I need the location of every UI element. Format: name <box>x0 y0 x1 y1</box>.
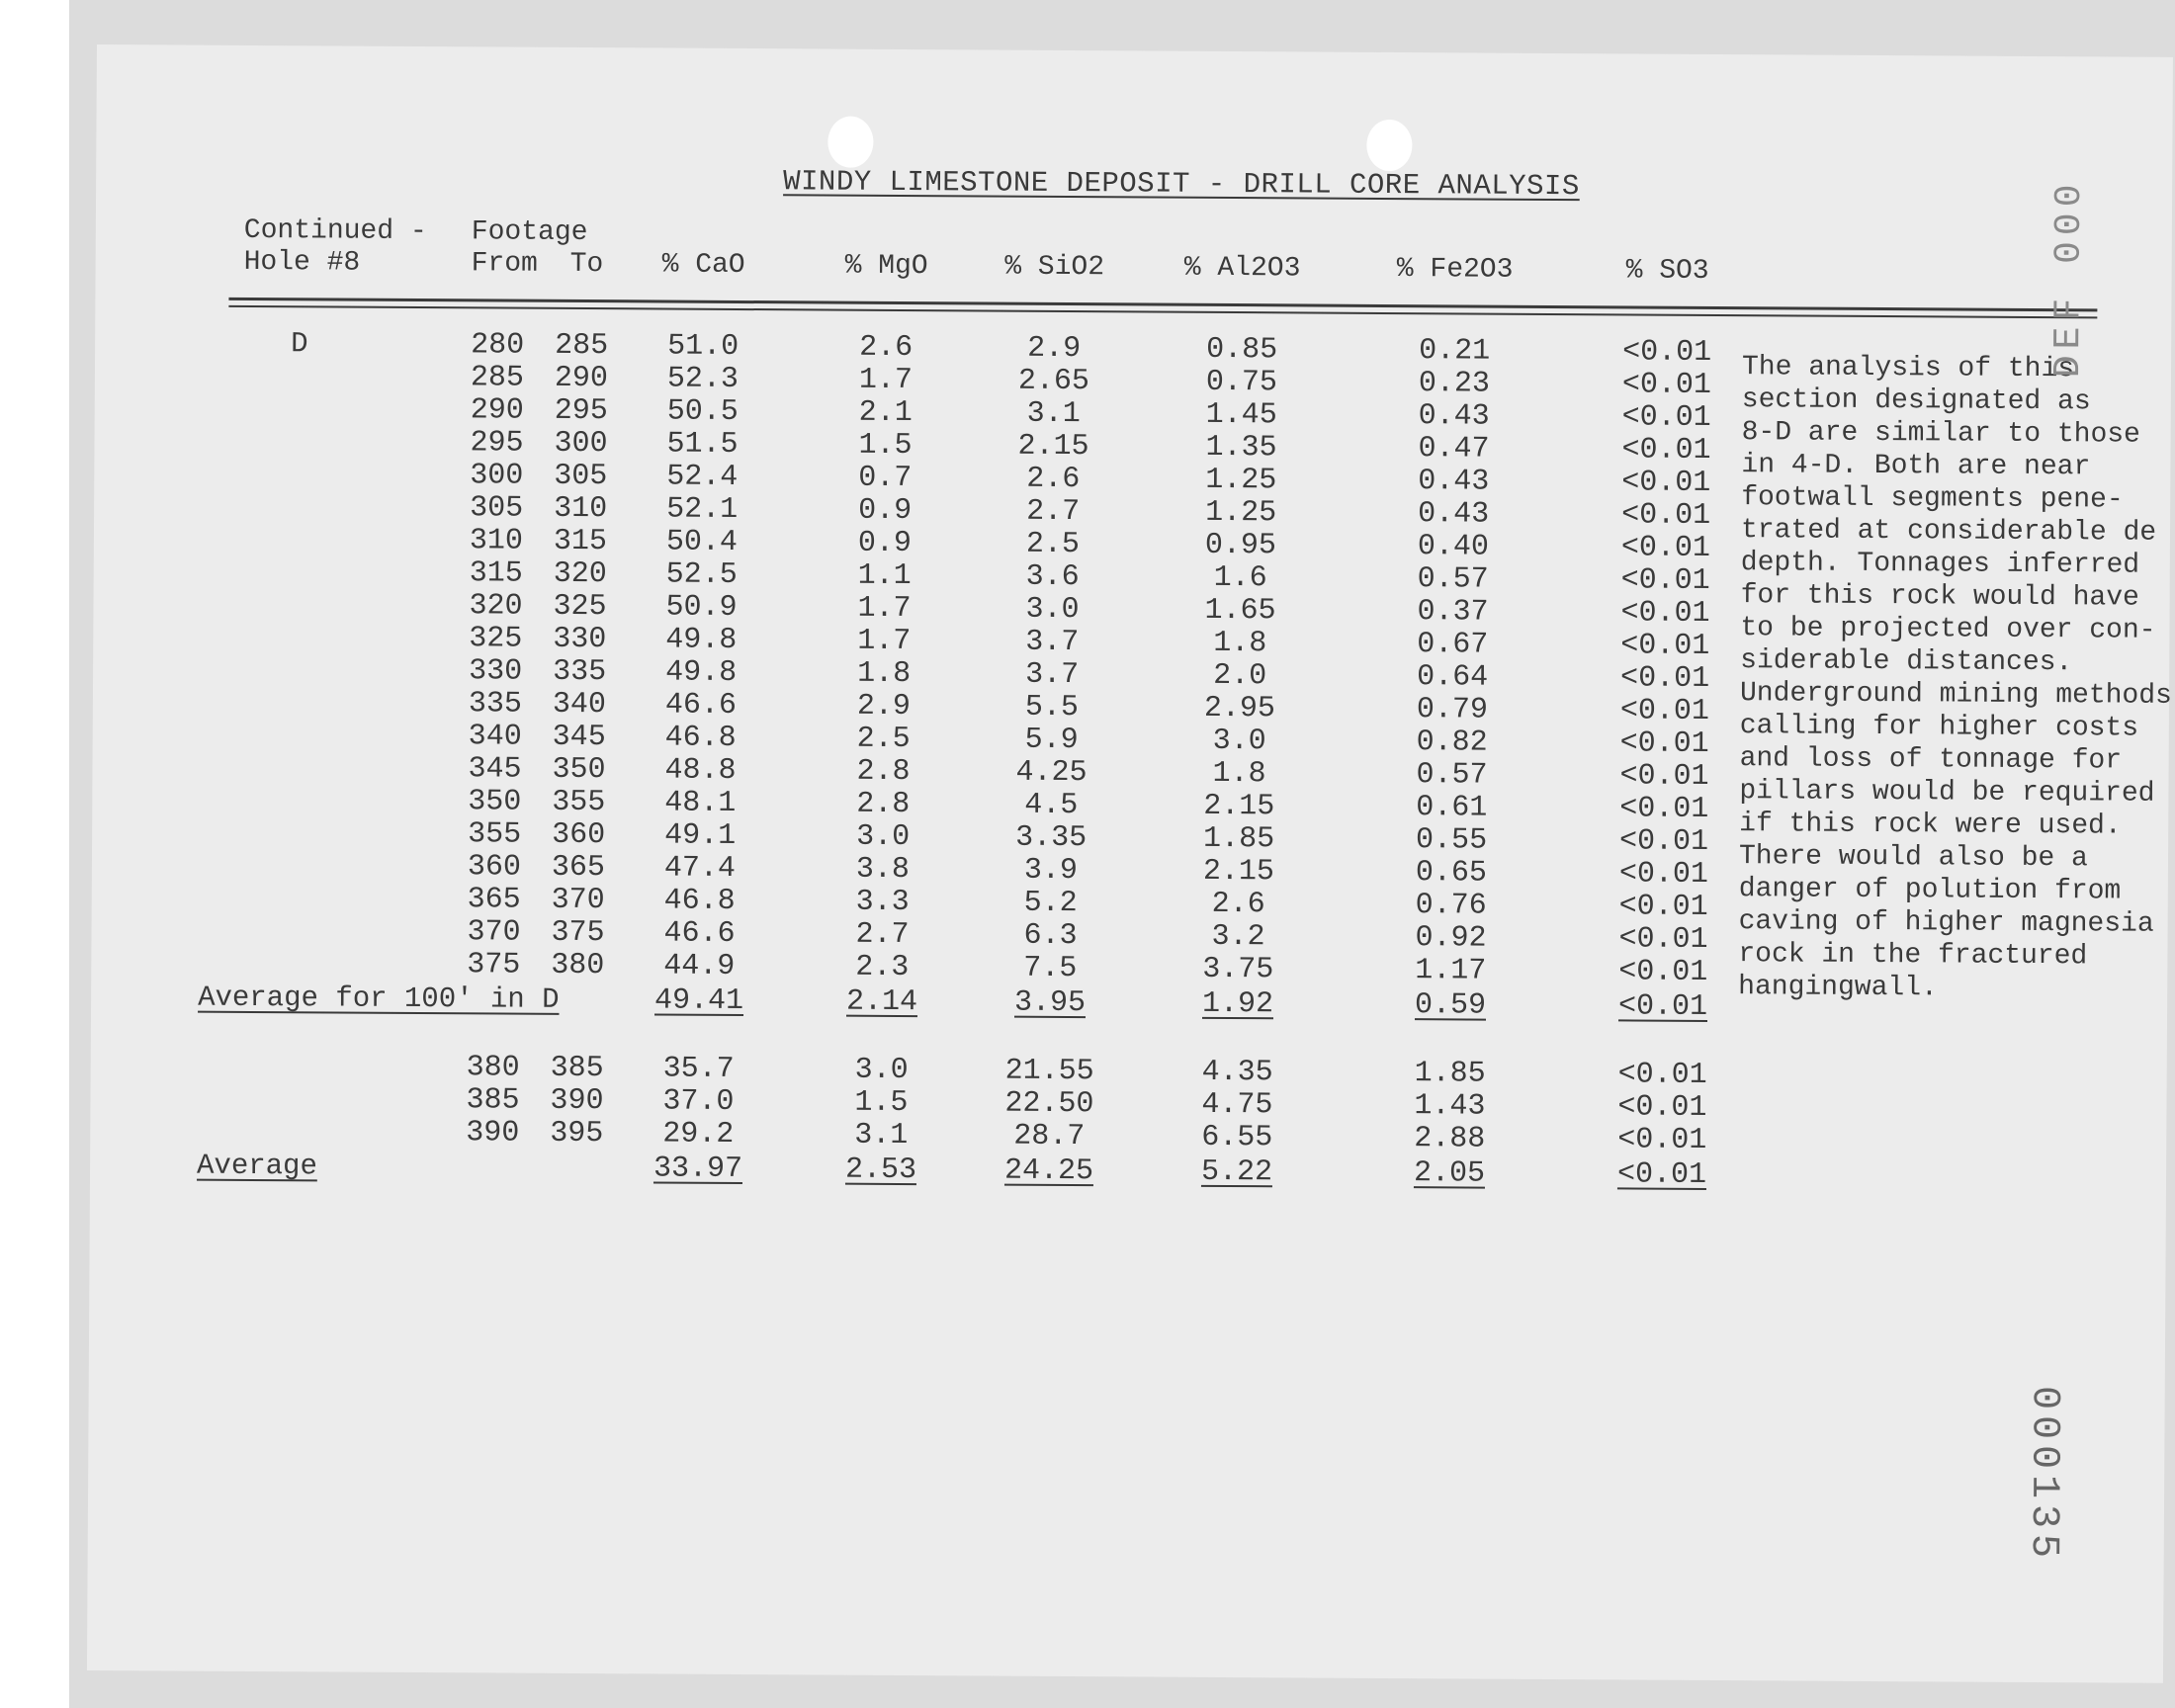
cell-so3: <0.01 <box>1621 368 1712 402</box>
cell-to: 360 <box>552 817 606 853</box>
note-line: rock in the fractured <box>1738 939 2088 973</box>
cell-al2o3: 2.95 <box>1203 691 1276 726</box>
cell-so3: <0.01 <box>1617 1123 1707 1157</box>
note-line: section designated as <box>1741 384 2091 418</box>
cell-sio2: 21.55 <box>1004 1054 1094 1089</box>
cell-fe2o3: 0.37 <box>1417 595 1489 630</box>
cell-al2o3: 2.6 <box>1211 887 1265 922</box>
cell-from: 380 <box>466 1051 520 1085</box>
cell-to: 330 <box>553 622 607 657</box>
cell-sio2: 3.7 <box>1025 625 1080 660</box>
cell-fe2o3: 0.67 <box>1417 628 1489 662</box>
header-fe2o3: % Fe2O3 <box>1396 254 1514 286</box>
cell-cao: 50.5 <box>666 394 739 429</box>
cell-from: 335 <box>468 687 523 722</box>
cell-from: 310 <box>469 524 524 558</box>
cell-cao: 52.4 <box>666 460 739 494</box>
section-label: D <box>291 327 308 361</box>
cell-so3: <0.01 <box>1618 857 1709 892</box>
cell-fe2o3: 0.61 <box>1416 791 1488 825</box>
cell-cao: 52.3 <box>666 362 740 396</box>
cell-sio2: 2.7 <box>1026 494 1081 530</box>
cell-to: 375 <box>551 915 605 951</box>
cell-from: 295 <box>470 426 524 461</box>
cell-to: 345 <box>552 720 606 755</box>
cell-fe2o3: 0.55 <box>1415 823 1488 858</box>
cell-to: 350 <box>552 752 606 788</box>
cell-al2o3: 1.65 <box>1204 593 1276 629</box>
cell-sio2: 22.50 <box>1004 1086 1094 1122</box>
cell-mgo: 1.5 <box>854 1085 909 1121</box>
cell-mgo: 1.8 <box>857 656 912 692</box>
cell-al2o3: 2.0 <box>1213 658 1267 694</box>
header-so3: % SO3 <box>1625 255 1709 287</box>
cell-sio2: 5.2 <box>1023 886 1078 921</box>
header-footage: Footage <box>471 216 588 249</box>
document-sheet <box>87 44 2173 1683</box>
cell-cao: 52.1 <box>666 492 739 527</box>
cell-so3: <0.01 <box>1619 759 1709 794</box>
note-line: 8-D are similar to those <box>1741 417 2140 451</box>
cell-to: 295 <box>554 393 608 429</box>
cell-cao: 52.5 <box>665 557 738 592</box>
cell-to: 290 <box>554 361 609 396</box>
cell-al2o3: 0.95 <box>1204 528 1277 563</box>
cell-mgo: 2.7 <box>855 917 910 953</box>
header-hole: Hole #8 <box>243 246 361 279</box>
cell-from: 325 <box>469 622 523 656</box>
note-line: There would also be a <box>1738 841 2088 875</box>
cell-al2o3: 1.25 <box>1205 495 1277 531</box>
average-mgo: 2.53 <box>844 1153 917 1188</box>
cell-so3: <0.01 <box>1617 1058 1707 1092</box>
cell-fe2o3: 0.43 <box>1418 465 1490 499</box>
cell-mgo: 3.1 <box>854 1118 909 1153</box>
cell-cao: 46.8 <box>664 721 737 755</box>
cell-mgo: 3.8 <box>855 852 911 888</box>
header-to: To <box>569 248 604 281</box>
cell-so3: <0.01 <box>1621 466 1711 500</box>
cell-from: 305 <box>470 491 524 526</box>
cell-al2o3: 4.35 <box>1201 1055 1273 1090</box>
cell-from: 330 <box>469 654 523 689</box>
cell-from: 340 <box>468 720 522 754</box>
cell-from: 355 <box>468 817 522 852</box>
cell-al2o3: 3.0 <box>1212 724 1266 759</box>
cell-sio2: 3.0 <box>1025 592 1080 628</box>
cell-fe2o3: 0.47 <box>1418 432 1490 467</box>
cell-fe2o3: 0.43 <box>1418 497 1490 532</box>
cell-mgo: 3.0 <box>854 1053 909 1088</box>
cell-so3: <0.01 <box>1619 661 1710 696</box>
cell-sio2: 3.6 <box>1025 559 1080 595</box>
cell-so3: <0.01 <box>1620 596 1710 631</box>
note-line: Underground mining methods <box>1739 678 2172 712</box>
cell-sio2: 4.25 <box>1015 755 1088 791</box>
cell-mgo: 2.5 <box>856 722 911 757</box>
scan-margin <box>0 0 69 1708</box>
cell-to: 310 <box>554 491 608 527</box>
cell-to: 305 <box>554 459 608 494</box>
average-al2o3: 1.92 <box>1201 986 1274 1022</box>
cell-to: 300 <box>554 426 608 462</box>
analysis-note <box>1738 351 2175 1006</box>
cell-sio2: 3.7 <box>1025 657 1080 693</box>
average-fe2o3: 2.05 <box>1413 1156 1486 1191</box>
cell-so3: <0.01 <box>1621 433 1711 468</box>
cell-al2o3: 1.35 <box>1205 430 1277 466</box>
cell-sio2: 2.9 <box>1027 331 1082 367</box>
cell-so3: <0.01 <box>1620 563 1710 598</box>
cell-from: 350 <box>468 785 522 819</box>
cell-to: 370 <box>551 883 605 918</box>
cell-cao: 46.8 <box>663 884 736 918</box>
cell-so3: <0.01 <box>1622 335 1712 370</box>
cell-fe2o3: 0.79 <box>1416 693 1489 727</box>
average-so3: <0.01 <box>1616 1157 1707 1192</box>
note-line: for this rock would have <box>1740 580 2139 614</box>
cell-cao: 48.8 <box>664 753 737 788</box>
cell-cao: 50.4 <box>665 525 739 559</box>
note-line: if this rock were used. <box>1739 809 2122 842</box>
cell-al2o3: 3.75 <box>1202 952 1274 987</box>
cell-so3: <0.01 <box>1621 498 1711 533</box>
cell-al2o3: 6.55 <box>1201 1120 1273 1155</box>
cell-cao: 29.2 <box>662 1117 735 1152</box>
note-line: depth. Tonnages inferred <box>1740 548 2140 581</box>
cell-cao: 47.4 <box>663 851 737 886</box>
cell-al2o3: 1.6 <box>1213 560 1267 596</box>
cell-fe2o3: 1.17 <box>1415 954 1487 988</box>
cell-fe2o3: 0.21 <box>1419 334 1491 369</box>
archive-stamp: DEF 000 <box>2046 178 2092 379</box>
cell-to: 390 <box>550 1083 604 1119</box>
note-line: The analysis of this <box>1741 352 2075 385</box>
cell-fe2o3: 0.23 <box>1418 367 1491 401</box>
cell-sio2: 28.7 <box>1013 1119 1086 1154</box>
cell-cao: 49.1 <box>664 818 737 853</box>
cell-sio2: 4.5 <box>1024 788 1079 823</box>
cell-mgo: 0.9 <box>857 526 913 561</box>
note-line: footwall segments pene- <box>1741 482 2124 516</box>
cell-al2o3: 2.15 <box>1202 854 1275 890</box>
header-cao: % CaO <box>661 249 745 282</box>
cell-from: 300 <box>470 459 524 493</box>
cell-mgo: 1.7 <box>857 591 912 627</box>
cell-mgo: 2.1 <box>858 395 913 431</box>
cell-fe2o3: 0.92 <box>1415 921 1487 956</box>
cell-so3: <0.01 <box>1620 531 1711 565</box>
average-sio2: 24.25 <box>1003 1153 1094 1189</box>
cell-al2o3: 1.25 <box>1205 463 1277 498</box>
cell-mgo: 2.3 <box>855 950 910 985</box>
cell-al2o3: 0.75 <box>1205 365 1278 400</box>
cell-sio2: 5.9 <box>1024 723 1079 758</box>
average-sio2: 3.95 <box>1013 985 1087 1021</box>
cell-fe2o3: 0.82 <box>1416 726 1488 760</box>
cell-from: 360 <box>467 850 522 885</box>
header-rule <box>228 298 2097 312</box>
cell-mgo: 1.7 <box>857 624 912 659</box>
cell-sio2: 2.65 <box>1017 364 1090 399</box>
cell-sio2: 2.6 <box>1026 462 1081 497</box>
cell-al2o3: 1.8 <box>1212 756 1266 792</box>
cell-fe2o3: 1.43 <box>1414 1089 1486 1124</box>
cell-fe2o3: 0.57 <box>1416 758 1488 793</box>
cell-al2o3: 1.45 <box>1205 397 1277 433</box>
cell-from: 375 <box>467 948 521 982</box>
cell-so3: <0.01 <box>1617 1090 1707 1125</box>
cell-cao: 49.8 <box>665 623 738 657</box>
cell-to: 285 <box>555 328 609 364</box>
cell-so3: <0.01 <box>1621 400 1711 435</box>
cell-sio2: 6.3 <box>1023 918 1078 954</box>
page-number: 000135 <box>2020 1385 2066 1565</box>
cell-to: 320 <box>553 556 607 592</box>
note-line: caving of higher magnesia <box>1738 906 2154 940</box>
header-continued: Continued - <box>243 214 427 248</box>
cell-sio2: 5.5 <box>1024 690 1080 726</box>
cell-from: 315 <box>469 556 523 591</box>
cell-from: 390 <box>466 1116 520 1151</box>
cell-cao: 49.8 <box>665 655 738 690</box>
cell-from: 385 <box>466 1083 520 1118</box>
header-sio2: % SiO2 <box>1004 251 1105 284</box>
punch-hole <box>827 117 873 168</box>
cell-mgo: 0.9 <box>858 493 913 529</box>
note-line: siderable distances. <box>1740 645 2073 679</box>
note-line: pillars would be required <box>1739 776 2155 810</box>
cell-so3: <0.01 <box>1618 955 1708 989</box>
cell-fe2o3: 1.85 <box>1414 1057 1486 1091</box>
cell-fe2o3: 0.65 <box>1415 856 1488 891</box>
note-line: calling for higher costs <box>1739 711 2139 744</box>
cell-cao: 37.0 <box>662 1084 735 1119</box>
cell-cao: 51.0 <box>667 329 740 364</box>
note-line: to be projected over con- <box>1740 613 2156 646</box>
cell-mgo: 1.1 <box>857 558 912 594</box>
cell-sio2: 3.35 <box>1015 820 1088 856</box>
cell-so3: <0.01 <box>1619 726 1709 761</box>
note-line: trated at considerable de <box>1740 515 2157 549</box>
cell-mgo: 2.8 <box>856 787 911 822</box>
cell-from: 365 <box>467 883 521 917</box>
cell-sio2: 2.5 <box>1025 527 1081 562</box>
average-label: Average <box>196 1149 318 1183</box>
cell-mgo: 0.7 <box>858 461 913 496</box>
cell-mgo: 2.8 <box>856 754 911 790</box>
cell-so3: <0.01 <box>1620 629 1710 663</box>
cell-to: 340 <box>552 687 607 723</box>
cell-mgo: 3.0 <box>856 819 911 855</box>
cell-sio2: 3.1 <box>1026 396 1081 432</box>
average-al2o3: 5.22 <box>1200 1154 1273 1190</box>
cell-sio2: 7.5 <box>1023 951 1078 986</box>
cell-fe2o3: 0.76 <box>1415 889 1487 923</box>
cell-sio2: 3.9 <box>1023 853 1079 889</box>
cell-from: 280 <box>471 328 525 363</box>
header-mgo: % MgO <box>844 250 928 283</box>
cell-from: 290 <box>470 393 524 428</box>
cell-al2o3: 4.75 <box>1201 1087 1273 1123</box>
average-cao: 33.97 <box>652 1152 743 1187</box>
cell-to: 325 <box>553 589 607 625</box>
cell-fe2o3: 2.88 <box>1414 1122 1486 1156</box>
cell-so3: <0.01 <box>1618 824 1709 859</box>
document-title: WINDY LIMESTONE DEPOSIT - DRILL CORE ANALYSIS <box>783 165 1580 204</box>
cell-fe2o3: 0.43 <box>1418 399 1490 434</box>
cell-al2o3: 1.8 <box>1213 626 1267 661</box>
cell-from: 285 <box>470 361 525 395</box>
cell-cao: 46.6 <box>663 916 736 951</box>
cell-so3: <0.01 <box>1618 890 1708 924</box>
cell-from: 345 <box>468 752 522 787</box>
cell-al2o3: 3.2 <box>1211 919 1265 955</box>
cell-cao: 50.9 <box>665 590 738 625</box>
cell-so3: <0.01 <box>1618 922 1708 957</box>
cell-cao: 44.9 <box>663 949 736 983</box>
cell-so3: <0.01 <box>1619 694 1710 728</box>
note-line: and loss of tonnage for <box>1739 743 2123 777</box>
cell-mgo: 1.7 <box>858 363 914 398</box>
cell-sio2: 2.15 <box>1017 429 1089 465</box>
cell-so3: <0.01 <box>1619 792 1709 826</box>
note-line: hangingwall. <box>1738 972 1938 1004</box>
cell-cao: 46.6 <box>664 688 738 723</box>
cell-cao: 48.1 <box>664 786 737 820</box>
average-label: Average for 100' in D <box>198 981 560 1016</box>
cell-al2o3: 0.85 <box>1206 332 1278 368</box>
header-from: From <box>471 248 538 280</box>
cell-to: 315 <box>553 524 608 559</box>
cell-to: 380 <box>551 948 605 983</box>
cell-al2o3: 1.85 <box>1202 821 1275 857</box>
average-cao: 49.41 <box>653 983 744 1019</box>
punch-hole <box>1366 120 1412 171</box>
cell-to: 395 <box>550 1116 604 1152</box>
cell-to: 355 <box>552 785 606 820</box>
average-so3: <0.01 <box>1617 989 1708 1024</box>
note-line: in 4-D. Both are near <box>1741 450 2091 483</box>
cell-mgo: 1.5 <box>858 428 913 464</box>
note-line: danger of polution from <box>1738 874 2122 907</box>
cell-to: 385 <box>550 1051 604 1086</box>
cell-cao: 51.5 <box>666 427 739 462</box>
cell-mgo: 2.6 <box>859 330 914 366</box>
cell-from: 370 <box>467 915 521 950</box>
cell-to: 365 <box>551 850 606 886</box>
average-mgo: 2.14 <box>845 984 918 1020</box>
cell-fe2o3: 0.64 <box>1417 660 1489 695</box>
header-al2o3: % Al2O3 <box>1183 252 1301 285</box>
cell-cao: 35.7 <box>662 1052 735 1086</box>
cell-mgo: 2.9 <box>856 689 912 725</box>
cell-fe2o3: 0.40 <box>1417 530 1490 564</box>
cell-fe2o3: 0.57 <box>1417 562 1489 597</box>
cell-from: 320 <box>469 589 523 624</box>
cell-to: 335 <box>553 654 607 690</box>
cell-al2o3: 2.15 <box>1203 789 1275 824</box>
average-fe2o3: 0.59 <box>1414 988 1487 1023</box>
cell-mgo: 3.3 <box>855 885 910 920</box>
